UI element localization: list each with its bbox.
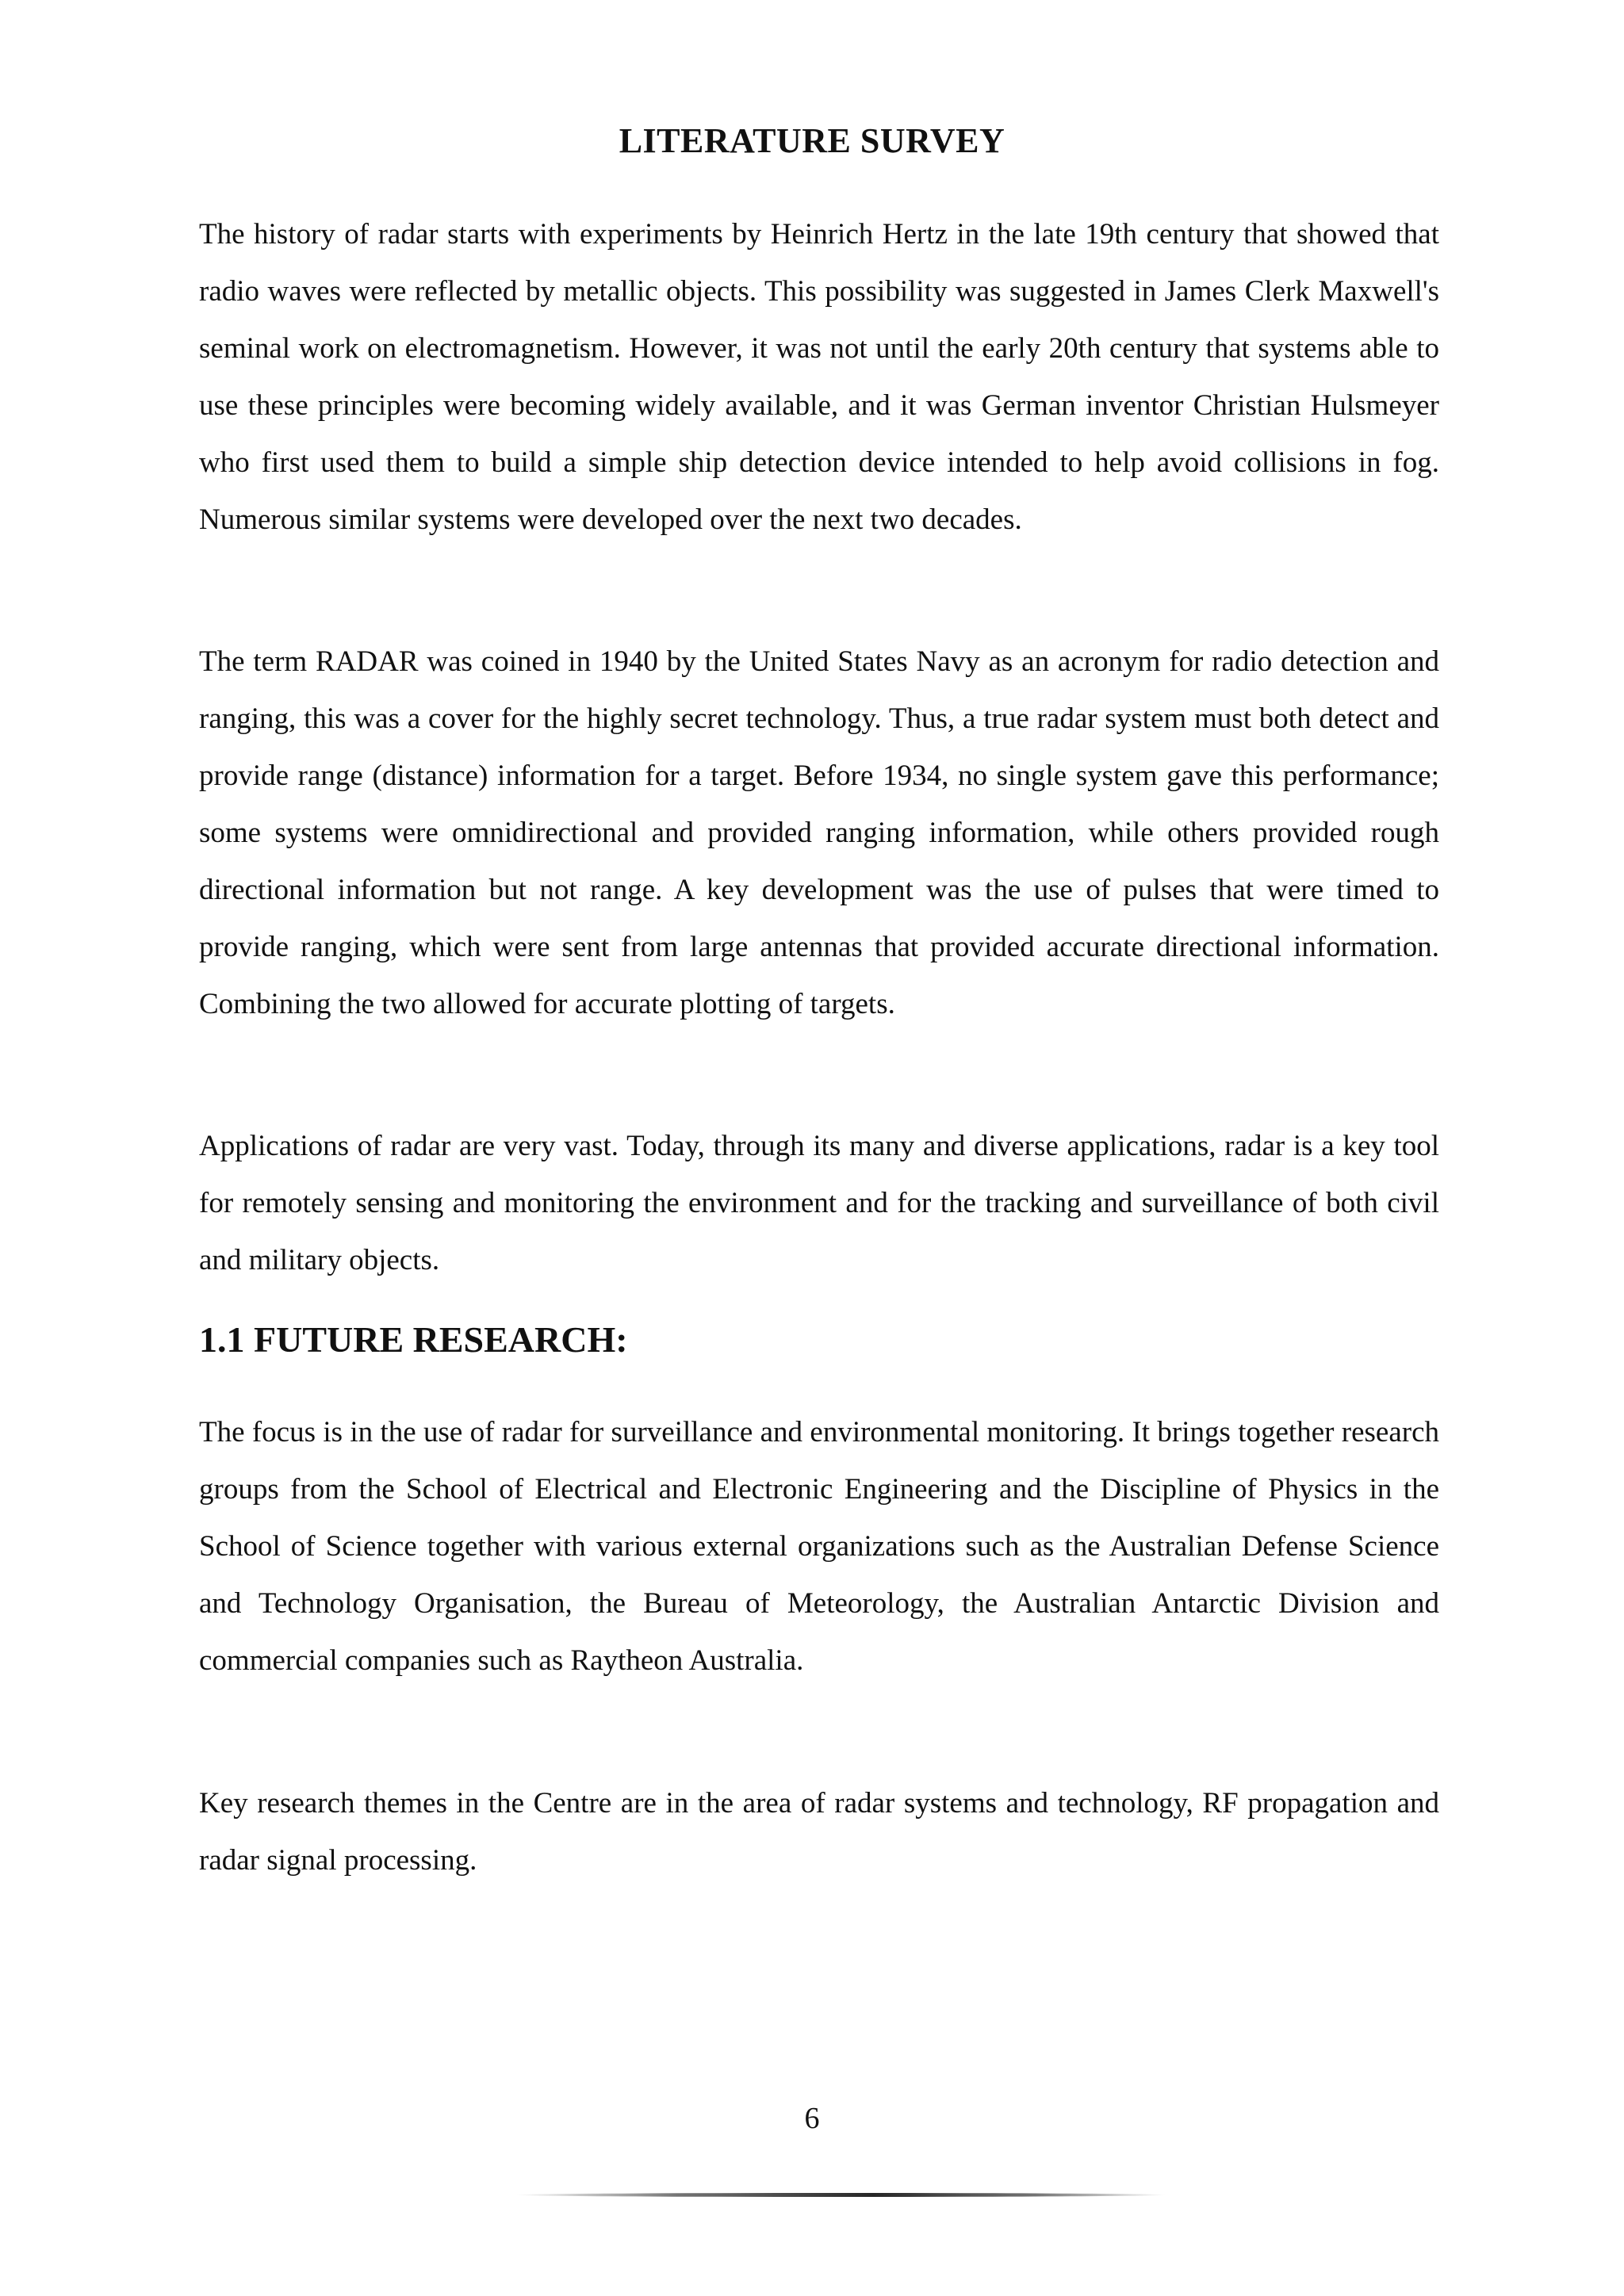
- paragraph-research-themes: Key research themes in the Centre are in the area of radar systems and technology, RF propagation and radar signal processing.: [199, 1787, 1439, 1877]
- page-number: 6: [804, 2102, 820, 2135]
- section-heading: 1.1 FUTURE RESEARCH:: [199, 1319, 628, 1360]
- paragraph-research-focus: The focus is in the use of radar for surveillance and environmental monitoring. It brings together research groups from the School of Electrical and Electronic Engineering and the Discipline of Physics in the School of Science together with various external organizations such as the Australian Defense Science and Technology Organisation, the Bureau of Meteorology, the Australian Antarctic Division and commercial companies such as Raytheon Australia.: [199, 1416, 1439, 1677]
- paragraph-radar-history: The history of radar starts with experiments by Heinrich Hertz in the late 19th century that showed that radio waves were reflected by metallic objects. This possibility was suggested in James Clerk Maxwell's seminal work on electromagnetism. However, it was not until the early 20th century that systems able to use these principles were becoming widely available, and it was German inventor Christian Hulsmeyer who first used them to build a simple ship detection device intended to help avoid collisions in fog. Numerous similar systems were developed over the next two decades.: [199, 218, 1439, 536]
- paragraph-radar-applications: Applications of radar are very vast. Today, through its many and diverse applications, radar is a key tool for remotely sensing and monitoring the environment and for the tracking and surveillance of both civil and military objects.: [199, 1130, 1439, 1276]
- page-title: LITERATURE SURVEY: [619, 121, 1005, 160]
- paragraph-radar-term: The term RADAR was coined in 1940 by the United States Navy as an acronym for radio detection and ranging, this was a cover for the highly secret technology. Thus, a true radar system must both detect and provide range (distance) information for a target. Before 1934, no single system gave this performance; some systems were omnidirectional and provided ranging information, while others provided rough directional information but not range. A key development was the use of pulses that were timed to provide ranging, which were sent from large antennas that provided accurate directional information. Combining the two allowed for accurate plotting of targets.: [199, 645, 1439, 1020]
- footer-divider: [515, 2193, 1166, 2197]
